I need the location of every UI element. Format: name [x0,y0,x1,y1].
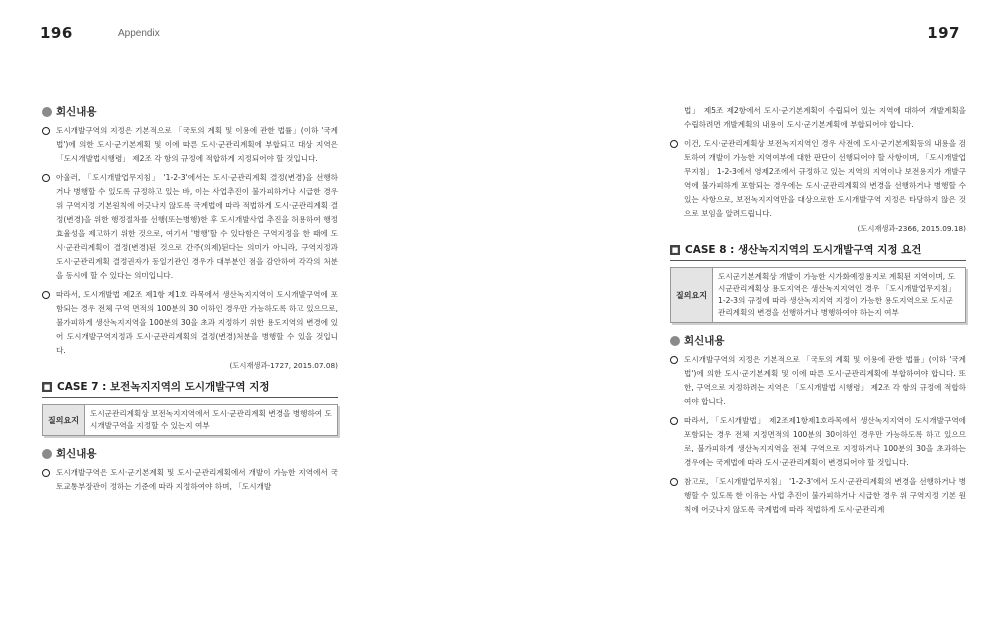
paragraph-text: 이건, 도시·군관리계획상 보전녹지지역인 경우 사전에 도시·군기본계획등의 내용을 검토하여 개발이 가능한 지역여부에 대한 판단이 선행되어야 할 사항이며, 「도시개발업무지침」 1-2-3에서 영제2조에서 규정하고 있는 지역의 지역이나 보전용지가 개발구역에 불가피하게 포함되는 경우에는 도시·군관리계획의 변경을 선행하거나 병행할 수 있는 사항으로, 보전녹지지역만을 대상으로한 도시개발구역 지정은 타당하지 않은 것으로 보임을 알려드립니다. [684,139,966,218]
question-box [670,267,966,323]
page-number: 197 [927,24,960,42]
ring-bullet-icon [670,478,678,486]
ring-bullet-icon [42,127,50,135]
paragraph-text: 도시개발구역의 지정은 기본적으로 「국토의 계획 및 이용에 관한 법률」(이하 '국계법')에 의한 도시·군기본계획 및 이에 따른 도시·군관리계획에 부합되고 대상 지역은 「도시개발법시행령」 제2조 각 항의 규정에 적합하게 지정되어야 할 것입니다. [56,126,338,163]
ring-bullet-icon [670,356,678,364]
section-heading-label: 회신내용 [684,335,725,347]
question-label: 질의요지 [43,405,85,435]
continued-paragraph [670,104,966,132]
paragraph-text: 아울러, 「도시개발업무지침」 '1-2-3'에서는 도시·군관리계획 결정(변경)을 선행하거나 병행할 수 있도록 규정하고 있는 바, 이는 사업추진이 불가피하거나 시급한 경우 위 구역지정 기본원칙에 어긋나지 않도록 국계법에 따라 적법하게 도시·군관리계획 결정(변경)을 위한 행정절차를 선행(또는병행)한 후 도시개발사업 추진을 허용하여 행정효율성을 제고하기 위한 것으로, 여기서 '병행'할 수 있다함은 구역지정을 한 때에 도시·군관리계획이 결정(변경)된 것으로 간주(의제)된다는 의미가 아니라, 구역지정과 도시·군관리계획 결정권자가 동일기관인 경우가 대부분인 점을 감안하여 각각의 처분을 동시에 할 수 있다는 의미입니다. [56,173,338,280]
section-heading [670,333,966,348]
case-title: CASE 7 : 보전녹지지역의 도시개발구역 지정 [57,381,270,393]
paragraph [42,124,338,166]
case-marker-icon: ■ [43,382,51,391]
paragraph [42,466,338,494]
right-column [670,104,966,522]
section-heading [42,104,338,119]
case-heading [670,242,966,261]
ring-bullet-icon [42,174,50,182]
paragraph [670,414,966,470]
paragraph-text: 도시개발구역의 지정은 기본적으로 「국토의 계획 및 이용에 관한 법률」(이하 '국계법')에 의한 도시·군기본계획 및 이에 따른 도시·군관리계획에 부합하여야 합니다. 또한, 구역으로 지정하려는 지역은 「도시개발법 시행령」 제2조 각 항의 규정에 적합하여야 합니다. [684,355,966,406]
ring-bullet-icon [42,291,50,299]
section-heading [42,446,338,461]
paragraph-text: 법」 제5조 제2항에서 도시·군기본계획이 수립되어 있는 지역에 대하여 개발계획을 수립하려면 개발계획의 내용이 도시·군기본계획에 부합되어야 합니다. [684,106,966,129]
paragraph [670,137,966,221]
ring-bullet-icon [42,469,50,477]
paragraph-text: 도시개발구역은 도시·군기본계획 및 도시·군관리계획에서 개발이 가능한 지역에서 국토교통부장관이 정하는 기준에 따라 지정하여야 하며, 「도시개발 [56,468,338,491]
circle-bullet-icon [42,107,52,117]
question-box [42,404,338,436]
section-heading-label: 회신내용 [56,106,97,118]
case-marker-icon: ■ [671,245,679,254]
paragraph [42,171,338,283]
right-page [500,0,1000,625]
paragraph [42,288,338,358]
paragraph-text: 따라서, 도시개발법 제2조 제1항 제1호 라목에서 생산녹지지역이 도시개발구역에 포함되는 경우 전체 구역 면적의 100분의 30 이하인 경우만 가능하도록 하고 있으므로, 불가피하게 생산녹지지역을 100분의 30을 초과 지정하기 위한 용도지역의 변경에 있어 도시개발구역지정과 도시·군관리계획의 결정(변경)처분을 병행할 수 있을 것입니다. [56,290,338,355]
paragraph-text: 따라서, 「도시개발법」 제2조제1항제1호라목에서 생산녹지지역이 도시개발구역에 포함되는 경우 전체 지정면적의 100분의 30이하인 경우만 가능하도록 하고 있으므로, 불가피하게 생산녹지지역을 전체 구역으로 지정하거나 100분의 30을 초과하는 경우에는 국계법에 따라 도시·군관리계획이 변경되어야 할 것입니다. [684,416,966,467]
paragraph-text: 참고로, 「도시개발업무지침」 '1-2-3'에서 도시·군관리계획의 변경을 선행하거나 병행할 수 있도록 한 이유는 사업 추진이 불가피하거나 시급한 경우 위 구역지정 기본 원칙에 어긋나지 않도록 국계법에 따라 적법하게 도시·군관리계 [684,477,966,514]
question-text: 도시군기본계획상 개발이 가능한 시가화예정용지로 계획된 지역이며, 도시군관리계획상 용도지역은 생산녹지지역인 경우 「도시개발업무지침」 1-2-3의 규정에 따라 생산녹지지역 지정이 가능한 용도지역으로 도시군관리계획의 변경을 선행하거나 병행하여야 하는지 여부 [718,272,956,317]
question-text: 도시군관리계획상 보전녹지지역에서 도시·군관리계획 변경을 병행하여 도시개발구역을 지정할 수 있는지 여부 [90,409,332,430]
circle-bullet-icon [670,336,680,346]
section-heading-label: 회신내용 [56,448,97,460]
running-head: Appendix [118,28,160,39]
question-label: 질의요지 [671,268,713,322]
ring-bullet-icon [670,417,678,425]
left-column [42,104,338,499]
source-citation: (도시재생과-1727, 2015.07.08) [229,361,338,370]
circle-bullet-icon [42,449,52,459]
paragraph [670,353,966,409]
case-heading [42,379,338,398]
paragraph [670,475,966,517]
ring-bullet-icon [670,140,678,148]
case-title: CASE 8 : 생산녹지지역의 도시개발구역 지정 요건 [685,244,922,256]
source-citation: (도시재생과-2366, 2015.09.18) [857,224,966,233]
page-number: 196 [40,24,73,42]
